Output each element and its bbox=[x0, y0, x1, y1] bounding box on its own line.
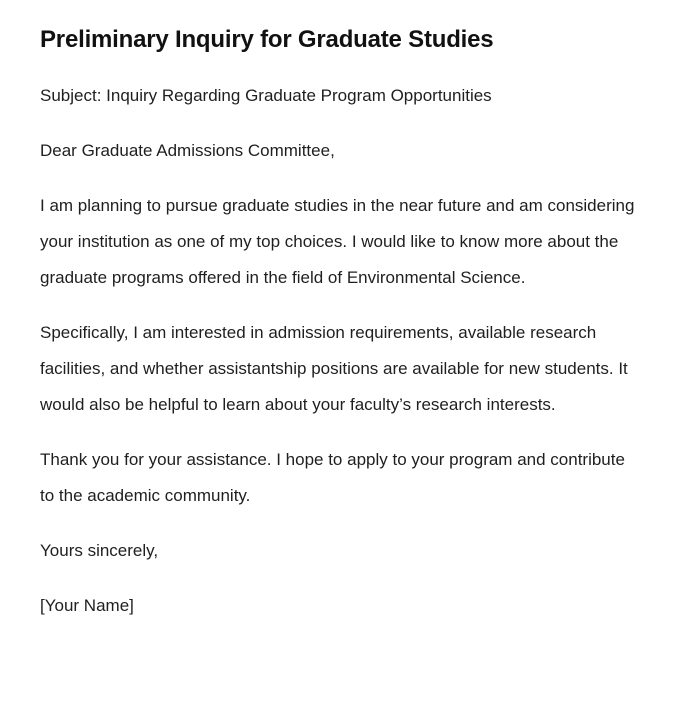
closing-line: Yours sincerely, bbox=[40, 541, 159, 560]
page-title: Preliminary Inquiry for Graduate Studies bbox=[40, 26, 494, 53]
body-paragraph-2: Specifically, I am interested in admission requirements, available research facilities, and whether assistantship positions are available for new students. It would also be helpful to learn about your faculty’s research interests. bbox=[40, 323, 628, 414]
salutation: Dear Graduate Admissions Committee, bbox=[40, 141, 335, 160]
signature-placeholder: [Your Name] bbox=[40, 596, 134, 615]
letter-body bbox=[40, 78, 642, 624]
subject-line: Subject: Inquiry Regarding Graduate Program Opportunities bbox=[40, 86, 492, 105]
body-paragraph-1: I am planning to pursue graduate studies in the near future and am considering your institution as one of my top choices. I would like to know more about the graduate programs offered in the field of Environmental Science. bbox=[40, 196, 635, 287]
body-paragraph-3: Thank you for your assistance. I hope to apply to your program and contribute to the academic community. bbox=[40, 450, 625, 505]
